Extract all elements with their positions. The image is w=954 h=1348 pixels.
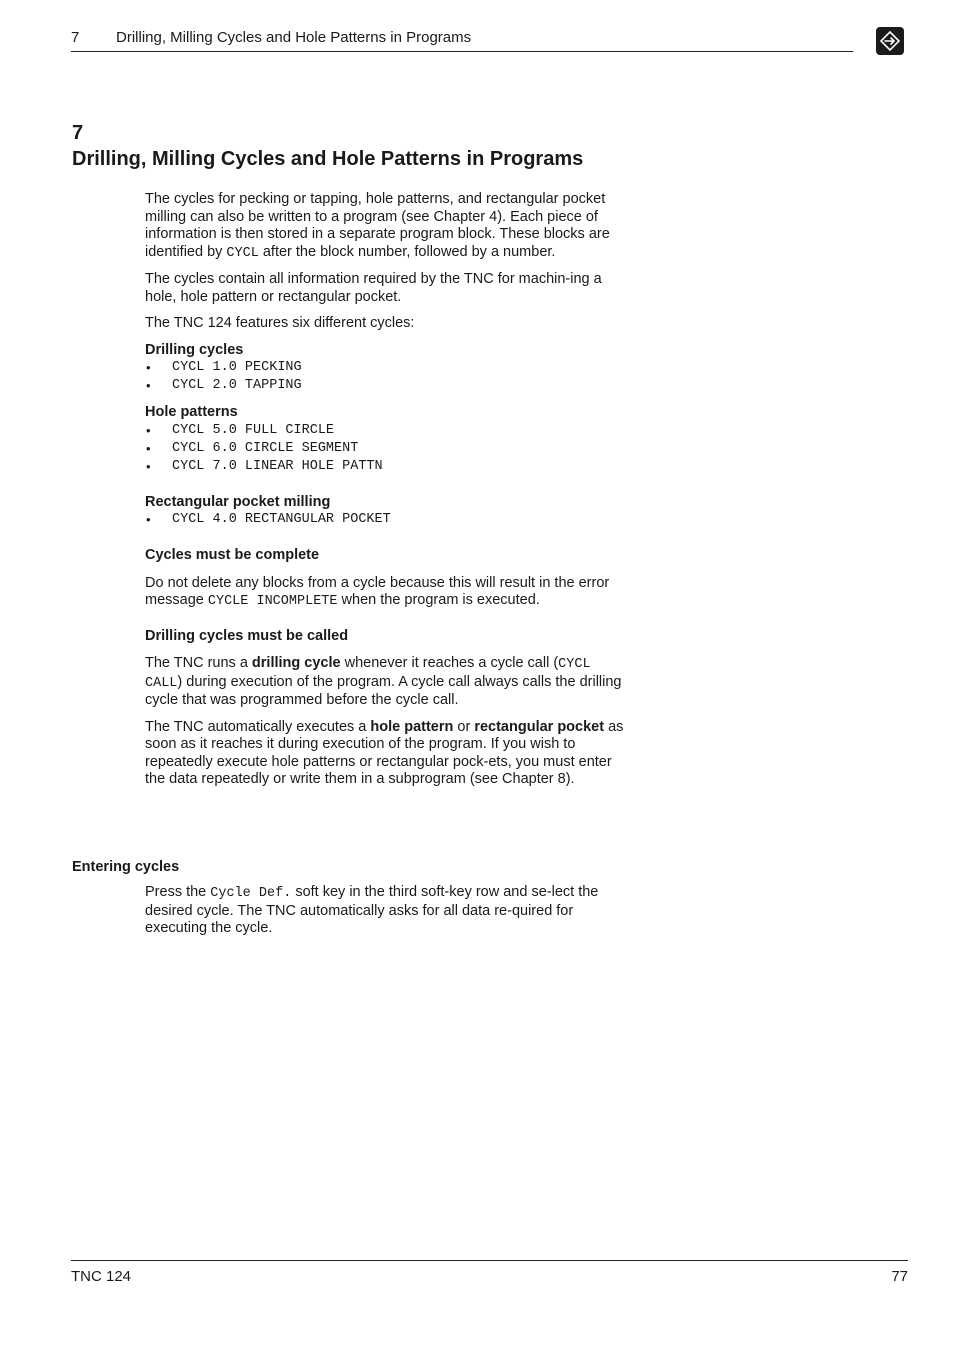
- list-item: • CYCL 6.0 CIRCLE SEGMENT: [145, 440, 625, 458]
- chapter-title: Drilling, Milling Cycles and Hole Patterns in Programs: [72, 148, 584, 170]
- page-number: 77: [891, 1268, 908, 1285]
- hole-patterns-heading: Hole patterns: [145, 404, 238, 420]
- cycles-complete-text: Do not delete any blocks from a cycle because this will result in the error message CYCLE INCOMPLETE when the program is executed.: [145, 574, 610, 609]
- entering-cycles-heading: Entering cycles: [72, 859, 180, 875]
- entering-cycles-text: Press the Cycle Def. soft key in the third soft-key row and se-lect the desired cycle. The TNC automatically asks for all data re-quired for executing the cycle.: [145, 884, 599, 936]
- header-running-title: Drilling, Milling Cycles and Hole Patterns in Programs: [116, 29, 472, 46]
- list-item: • CYCL 7.0 LINEAR HOLE PATTN: [145, 458, 625, 476]
- main-content: [145, 191, 625, 798]
- list-item: • CYCL 5.0 FULL CIRCLE: [145, 422, 625, 440]
- cycle-incomplete-code: CYCLE INCOMPLETE: [207, 594, 338, 609]
- cycle-def-softkey: Cycle Def.: [210, 886, 292, 901]
- footer-product: TNC 124: [71, 1268, 132, 1285]
- drilling-cycles-heading: Drilling cycles: [145, 341, 244, 358]
- rectangular-pocket-heading: Rectangular pocket milling: [145, 493, 331, 510]
- cycles-called-heading: Drilling cycles must be called: [145, 627, 349, 644]
- list-item: • CYCL 2.0 TAPPING: [145, 377, 625, 395]
- drilling-cycles-list: [145, 359, 625, 395]
- intro-paragraph-2: The cycles contain all information required by the TNC for machin-ing a hole, hole pattern or rectangular pocket.: [145, 271, 602, 305]
- intro-paragraph-1: The cycles for pecking or tapping, hole patterns, and rectangular pocket milling can also be written to a program (see Chapter 4). Each piece of information is then stored in a separate program block. These blocks are identified by CYCL after the block number, followed by a number.: [145, 191, 610, 261]
- cycl-call-code: CYCL CALL: [145, 657, 591, 691]
- cycles-called-paragraph-2: The TNC automatically executes a hole pattern or rectangular pocket as soon as it reaches it during execution of the program. If you wish to repeatedly execute hole patterns or rectangular pock-ets, you must enter the data repeatedly or write them in a subprogram (see Chapter 8).: [145, 718, 624, 787]
- cycles-complete-heading: Cycles must be complete: [145, 547, 320, 563]
- page-footer: [71, 1260, 908, 1285]
- cycles-called-paragraph-1: The TNC runs a drilling cycle whenever it reaches a cycle call (CYCL CALL) during execution of the program. A cycle call always calls the drilling cycle that was programmed before the cycle call.: [145, 655, 622, 708]
- enter-arrow-icon: [876, 27, 904, 55]
- list-item: • CYCL 1.0 PECKING: [145, 359, 625, 377]
- list-item: • CYCL 4.0 RECTANGULAR POCKET: [145, 511, 625, 529]
- cycl-code: CYCL: [226, 245, 259, 261]
- running-header: [71, 28, 853, 52]
- intro-paragraph-3: The TNC 124 features six different cycles:: [145, 315, 415, 331]
- chapter-number: 7: [72, 122, 84, 144]
- header-chapter-number: 7: [71, 29, 80, 46]
- hole-patterns-list: [145, 422, 625, 476]
- rectangular-pocket-list: [145, 511, 625, 529]
